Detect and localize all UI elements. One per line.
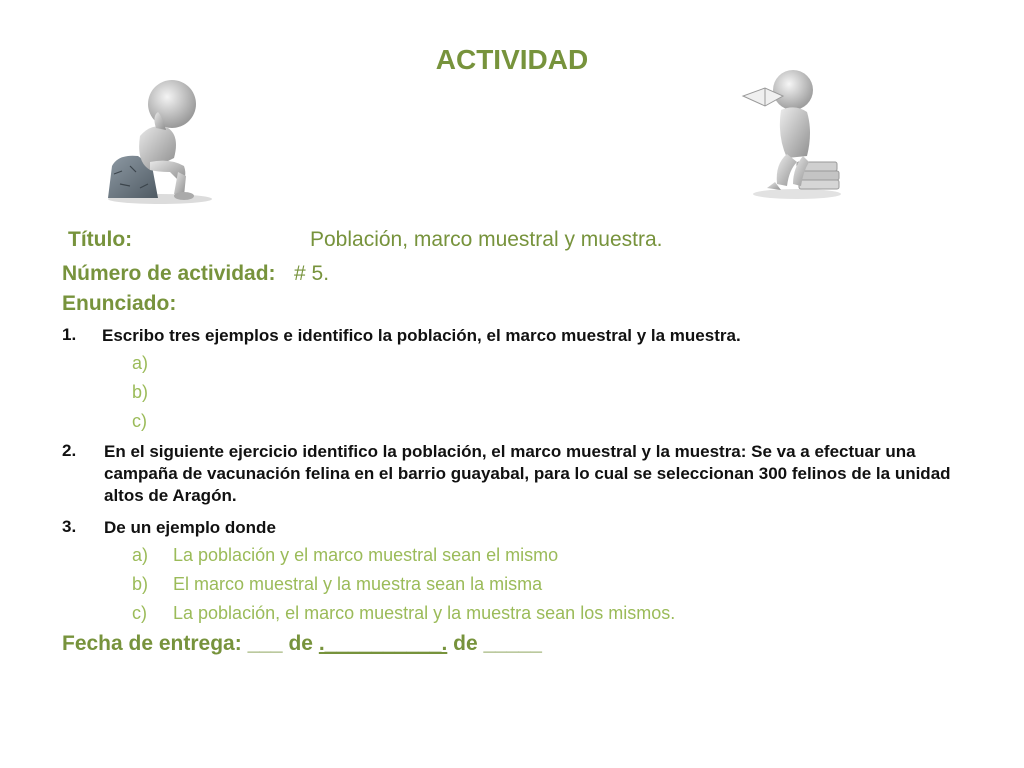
fecha-row (62, 632, 542, 656)
sub-item-1a (132, 353, 148, 374)
fecha-de-1: de (288, 632, 313, 655)
slide-title: ACTIVIDAD (435, 44, 589, 75)
fecha-year-blank: _____ (483, 632, 542, 655)
sub-item-marker: a) (132, 545, 149, 565)
titulo-row (68, 228, 132, 252)
titulo-value: Población, marco muestral y muestra. (310, 228, 663, 251)
sub-item-1b (132, 382, 148, 403)
sub-item-3b (132, 574, 543, 595)
reading-figure-icon (735, 60, 850, 200)
sub-item-text: La población, el marco muestral y la muestra sean los mismos. (173, 603, 676, 623)
sub-item-marker: c) (132, 603, 147, 623)
fecha-day-blank: ___ (247, 632, 283, 655)
titulo-value-row (310, 228, 662, 252)
numero-row (62, 262, 329, 286)
sub-item-text: La población y el marco muestral sean el mismo (173, 545, 559, 565)
sub-item-3c (132, 603, 676, 624)
sub-item-marker: b) (132, 382, 149, 402)
numero-label: Número de actividad: (62, 262, 276, 285)
enunciado-row (62, 292, 176, 316)
list-item-text: En el siguiente ejercicio identifico la población, el marco muestral y la muestra: Se va a efectuar una campaña de vacunación felina en el barrio guayabal, para lo cual se seleccionan 300 felinos de la unidad altos de Aragón. (104, 442, 951, 505)
list-item-number: 1. (62, 325, 77, 344)
sub-item-1c (132, 411, 147, 432)
sub-item-3a (132, 545, 559, 566)
thinker-figure-icon (100, 66, 215, 206)
list-item-number: 2. (62, 441, 77, 460)
fecha-label: Fecha de entrega: (62, 632, 242, 655)
fecha-month-blank: .__________. (318, 632, 448, 655)
sub-item-marker: a) (132, 353, 149, 373)
sub-item-text: El marco muestral y la muestra sean la misma (173, 574, 543, 594)
numero-value: # 5. (294, 262, 330, 285)
sub-item-marker: c) (132, 411, 147, 431)
titulo-label: Título: (68, 228, 133, 251)
enunciado-label: Enunciado: (62, 292, 177, 315)
fecha-de-2: de (453, 632, 478, 655)
sub-item-marker: b) (132, 574, 149, 594)
list-item-text: De un ejemplo donde (104, 518, 276, 537)
list-item-number: 3. (62, 517, 77, 536)
list-item-text: Escribo tres ejemplos e identifico la población, el marco muestral y la muestra. (102, 326, 741, 345)
